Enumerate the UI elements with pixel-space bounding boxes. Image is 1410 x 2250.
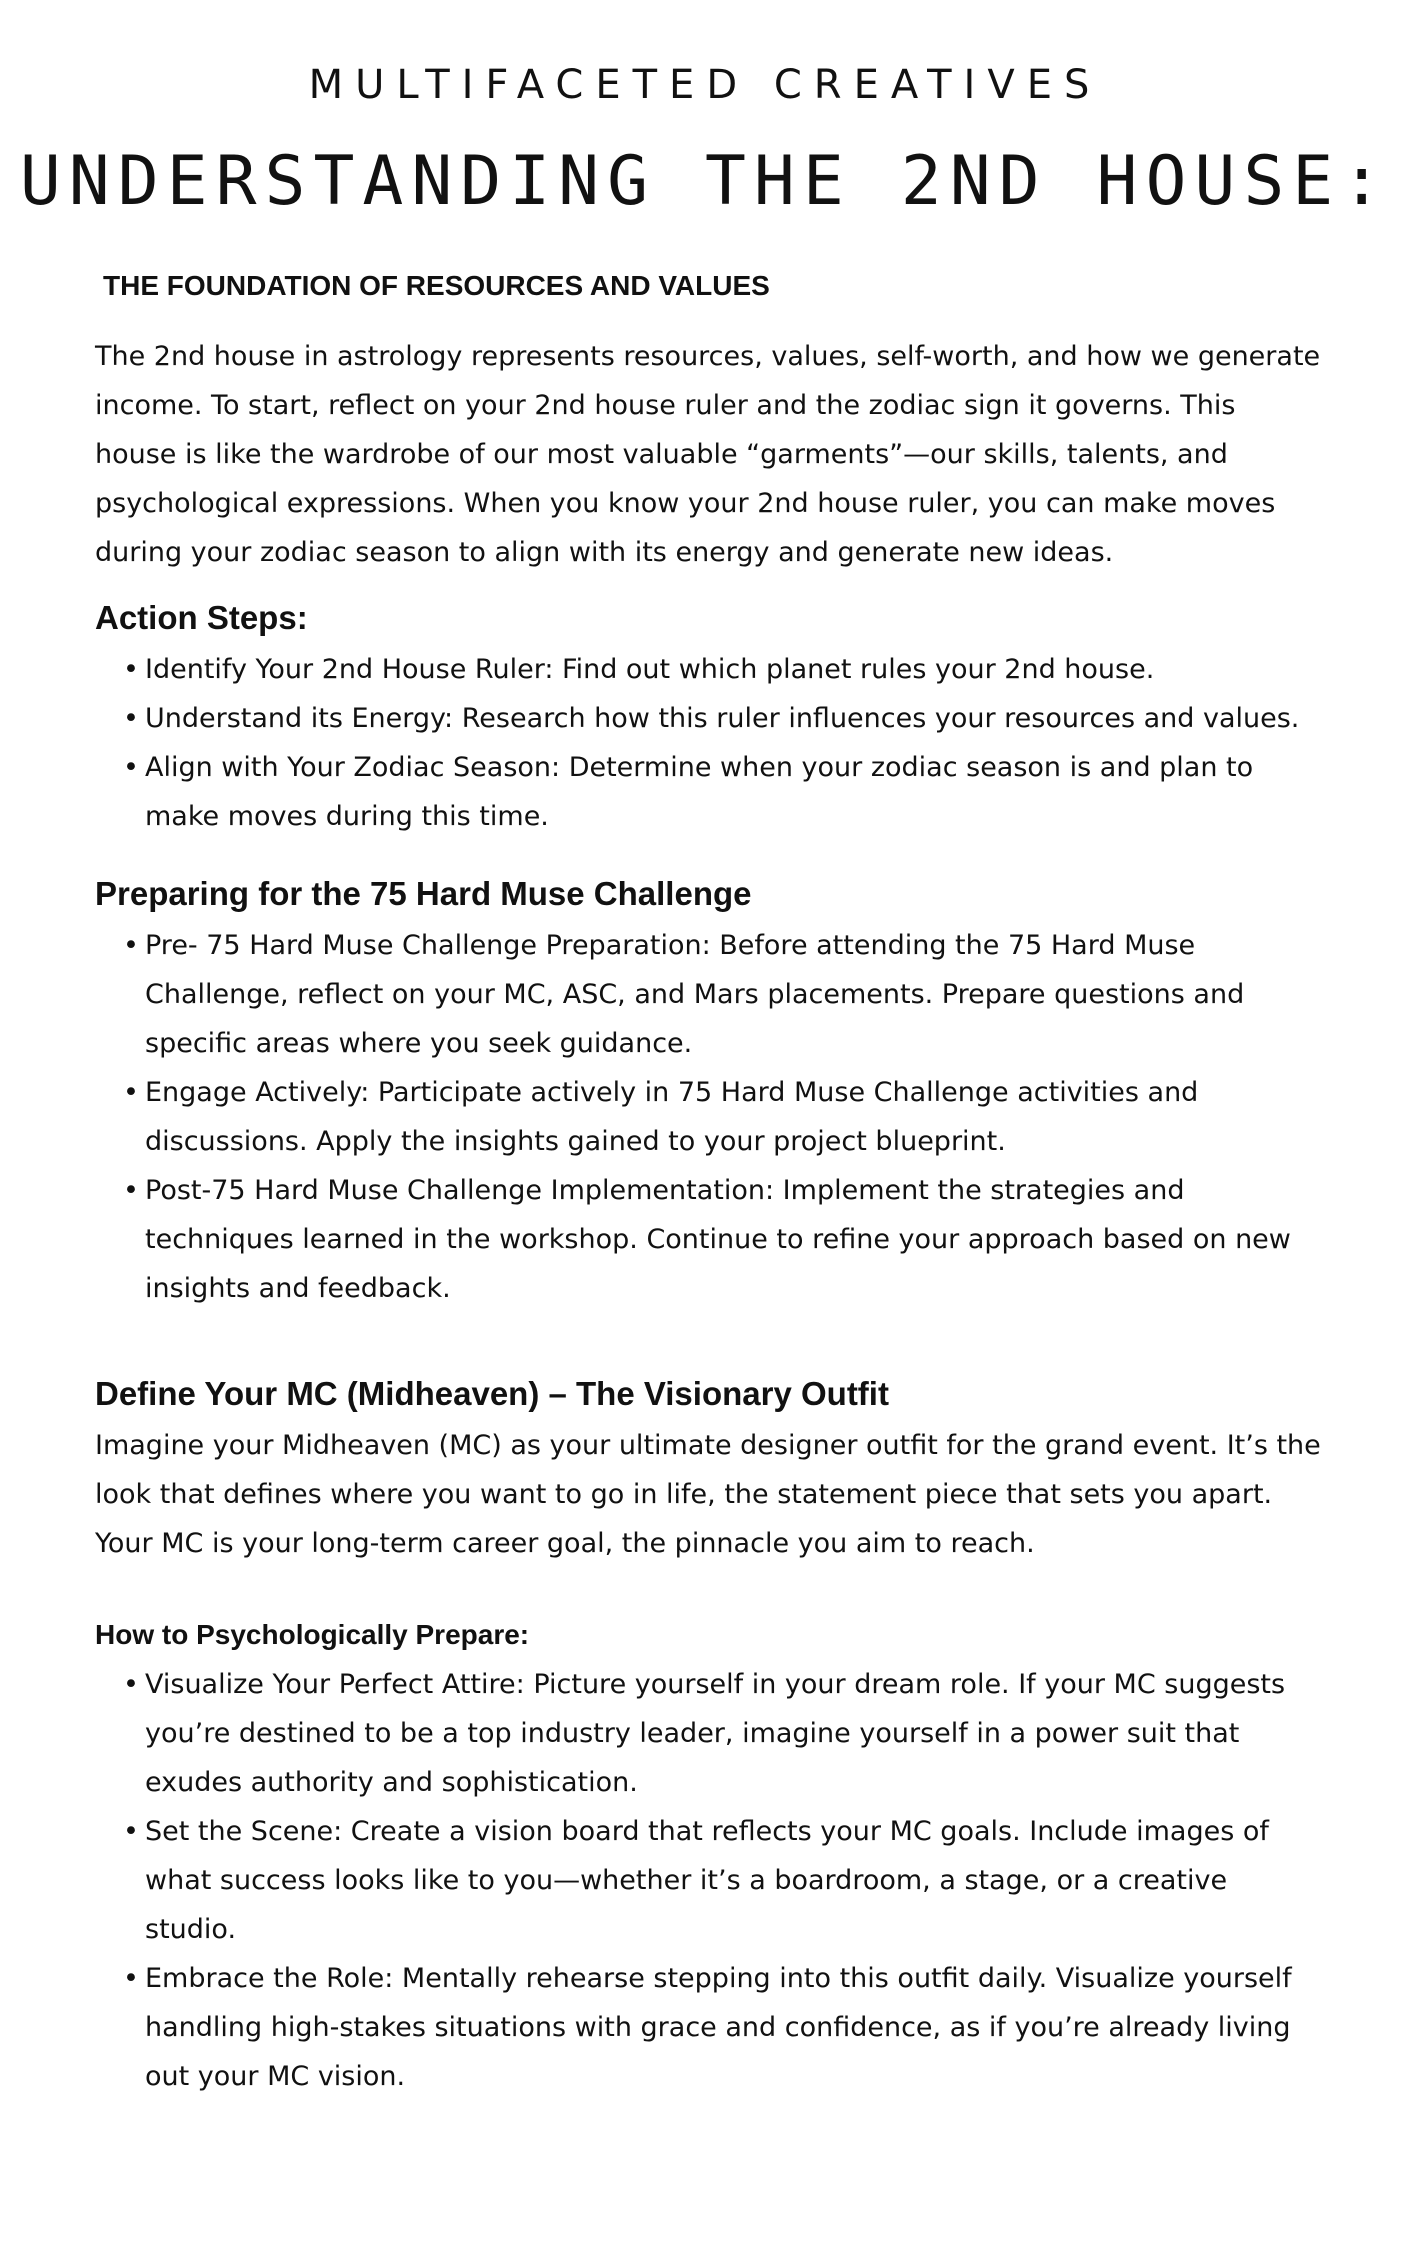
list-item-text: Set the Scene: Create a vision board that reflects your MC goals. Include images of what success looks like to you—whether it’s a boardroom, a stage, or a creative studio. (145, 1816, 1269, 1945)
list-item-text: Embrace the Role: Mentally rehearse stepping into this outfit daily. Visualize yourself handling high-stakes situations with grace and confidence, as if you’re already living out your MC vision. (145, 1963, 1292, 2092)
page-title: UNDERSTANDING THE 2ND HOUSE: (19, 142, 1391, 221)
how-to-heading: How to Psychologically Prepare: (95, 1619, 530, 1650)
bullet-icon: • (123, 703, 139, 734)
list-item (95, 645, 1325, 694)
mc-heading: Define Your MC (Midheaven) – The Visionary Outfit (95, 1375, 889, 1412)
brand-header: MULTIFACETED CREATIVES (308, 62, 1102, 108)
bullet-icon: • (123, 1669, 139, 1700)
page-subtitle: THE FOUNDATION OF RESOURCES AND VALUES (103, 270, 770, 301)
list-item-text: Identify Your 2nd House Ruler: Find out which planet rules your 2nd house. (145, 654, 1155, 685)
mc-section (95, 1371, 1325, 1568)
list-item (95, 743, 1325, 841)
bullet-icon: • (123, 1175, 139, 1206)
action-steps-list (95, 645, 1325, 841)
action-steps-section (95, 595, 1325, 841)
list-item-text: Engage Actively: Participate actively in 75 Hard Muse Challenge activities and discussions. Apply the insights gained to your project blueprint. (145, 1077, 1199, 1157)
bullet-icon: • (123, 1816, 139, 1847)
list-item (95, 694, 1325, 743)
preparing-heading: Preparing for the 75 Hard Muse Challenge (95, 875, 752, 912)
list-item (95, 921, 1325, 1068)
bullet-icon: • (123, 1077, 139, 1108)
mc-paragraph: Imagine your Midheaven (MC) as your ultimate designer outfit for the grand event. It’s the look that defines where you want to go in life, the statement piece that sets you apart. Your MC is your long-term career goal, the pinnacle you aim to reach. (95, 1430, 1321, 1559)
bullet-icon: • (123, 1963, 139, 1994)
bullet-icon: • (123, 752, 139, 783)
list-item (95, 1954, 1325, 2101)
bullet-icon: • (123, 930, 139, 961)
list-item (95, 1660, 1325, 1807)
document-content (95, 260, 1325, 2101)
how-to-section (95, 1614, 1325, 2101)
preparing-list (95, 921, 1325, 1313)
list-item-text: Align with Your Zodiac Season: Determine when your zodiac season is and plan to make moves during this time. (145, 752, 1254, 832)
list-item-text: Pre- 75 Hard Muse Challenge Preparation: Before attending the 75 Hard Muse Challenge, reflect on your MC, ASC, and Mars placements. Prepare questions and specific areas where you seek guidance. (145, 930, 1245, 1059)
preparing-section (95, 871, 1325, 1313)
list-item-text: Post-75 Hard Muse Challenge Implementation: Implement the strategies and techniques learned in the workshop. Continue to refine your approach based on new insights and feedback. (145, 1175, 1291, 1304)
list-item-text: Understand its Energy: Research how this ruler influences your resources and values. (145, 703, 1300, 734)
list-item (95, 1166, 1325, 1313)
list-item (95, 1068, 1325, 1166)
how-to-list (95, 1660, 1325, 2101)
action-steps-heading: Action Steps: (95, 599, 308, 636)
list-item-text: Visualize Your Perfect Attire: Picture yourself in your dream role. If your MC suggests you’re destined to be a top industry leader, imagine yourself in a power suit that exudes authority and sophistication. (145, 1669, 1286, 1798)
intro-paragraph: The 2nd house in astrology represents resources, values, self-worth, and how we generate income. To start, reflect on your 2nd house ruler and the zodiac sign it governs. This house is like the wardrobe of our most valuable “garments”—our skills, talents, and psychological expressions. When you know your 2nd house ruler, you can make moves during your zodiac season to align with its energy and generate new ideas. (95, 341, 1321, 568)
bullet-icon: • (123, 654, 139, 685)
list-item (95, 1807, 1325, 1954)
